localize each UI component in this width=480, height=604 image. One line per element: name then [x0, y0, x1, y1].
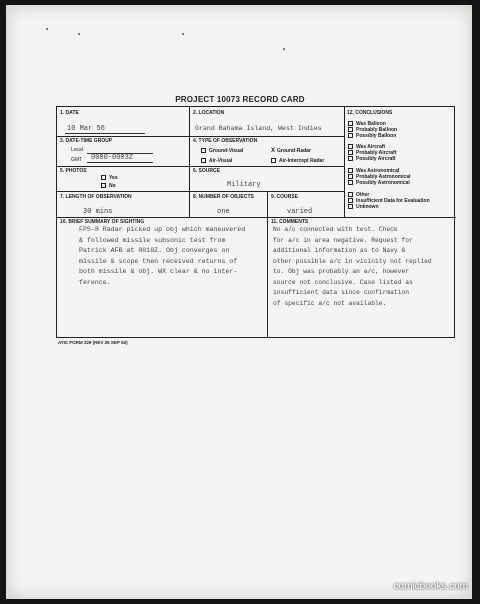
summary-label: 10. BRIEF SUMMARY OF SIGHTING — [60, 219, 145, 225]
paper-speck — [78, 33, 80, 35]
checkbox-unknown: Unknown — [348, 204, 379, 210]
checkbox-probably-astronomical: Probably Astronomical — [348, 174, 411, 180]
checkbox-ground-radar: X Ground-Radar — [271, 148, 311, 154]
checkbox-possibly-aircraft: Possibly Aircraft — [348, 156, 396, 162]
length-label: 7. LENGTH OF OBSERVATION — [60, 194, 132, 200]
checkbox-was-aircraft: Was Aircraft — [348, 144, 385, 150]
paper-speck — [283, 48, 285, 50]
num-objects-value: one — [217, 208, 230, 216]
checkbox-ground-visual: Ground-Visual — [201, 148, 243, 154]
num-objects-label: 8. NUMBER OF OBJECTS — [193, 194, 254, 200]
checkbox-probably-aircraft: Probably Aircraft — [348, 150, 396, 156]
checkbox-photos-no: No — [101, 183, 116, 189]
length-value: 30 mins — [83, 208, 113, 216]
gmt-value: 0000-0003Z — [91, 154, 134, 162]
checkbox-possibly-balloon: Possibly Balloon — [348, 133, 396, 139]
paper-speck — [46, 28, 48, 30]
photos-label: 5. PHOTOS — [60, 168, 87, 174]
course-value: varied — [287, 208, 313, 216]
comments-label: 11. COMMENTS — [271, 219, 309, 225]
source-label: 6. SOURCE — [193, 168, 220, 174]
location-label: 2. LOCATION — [193, 110, 225, 116]
checkbox-possibly-astronomical: Possibly Astronomical — [348, 180, 410, 186]
source-value: Military — [227, 181, 261, 189]
checkbox-other: Other — [348, 192, 369, 198]
checkbox-air-visual: Air-Visual — [201, 158, 232, 164]
paper-speck — [182, 33, 184, 35]
observation-type-label: 4. TYPE OF OBSERVATION — [193, 138, 258, 144]
date-label: 1. DATE — [60, 110, 79, 116]
checkbox-photos-yes: Yes — [101, 175, 118, 181]
checkbox-was-astronomical: Was Astronomical — [348, 168, 399, 174]
conclusions-label: 12. CONCLUSIONS — [347, 110, 393, 116]
course-label: 9. COURSE — [271, 194, 298, 200]
datetime-label: 3. DATE-TIME GROUP — [60, 138, 113, 144]
local-label: Local — [71, 147, 83, 153]
date-value: 10 Mar 56 — [67, 125, 105, 133]
summary-text: FPS-8 Radar picked up obj which maneuvered & followed missile subsonic test from Patrick AFB at 0018Z. Obj converges on missile & scope then received returns of both missile & obj. WX clear & no inter- ference. — [79, 226, 246, 286]
card-title: PROJECT 10073 RECORD CARD — [175, 95, 305, 104]
checkbox-insufficient-data: Insufficient Data for Evaluation — [348, 198, 430, 204]
comments-text: No a/c connected with test. Check for a/c in area negative. Request for additional information as to Navy & other possible a/c in vicinity not replied to. Obj was probably an a/c, however source not conclusive. Case listed as insufficient data since confirmation of specific a/c not available. — [273, 226, 432, 307]
checked-mark: X — [271, 148, 276, 154]
checkbox-probably-balloon: Probably Balloon — [348, 127, 397, 133]
checkbox-was-balloon: Was Balloon — [348, 121, 386, 127]
site-watermark: comicbooks.com — [393, 581, 468, 592]
form-identifier: ATIC FORM 329 (REV 26 SEP 52) — [58, 340, 128, 345]
gmt-label: GMT — [71, 157, 83, 163]
record-card-form — [56, 106, 455, 338]
checkbox-air-intercept-radar: Air-Intercept Radar — [271, 158, 324, 164]
location-value: Grand Bahama Island, West Indies — [195, 125, 322, 132]
